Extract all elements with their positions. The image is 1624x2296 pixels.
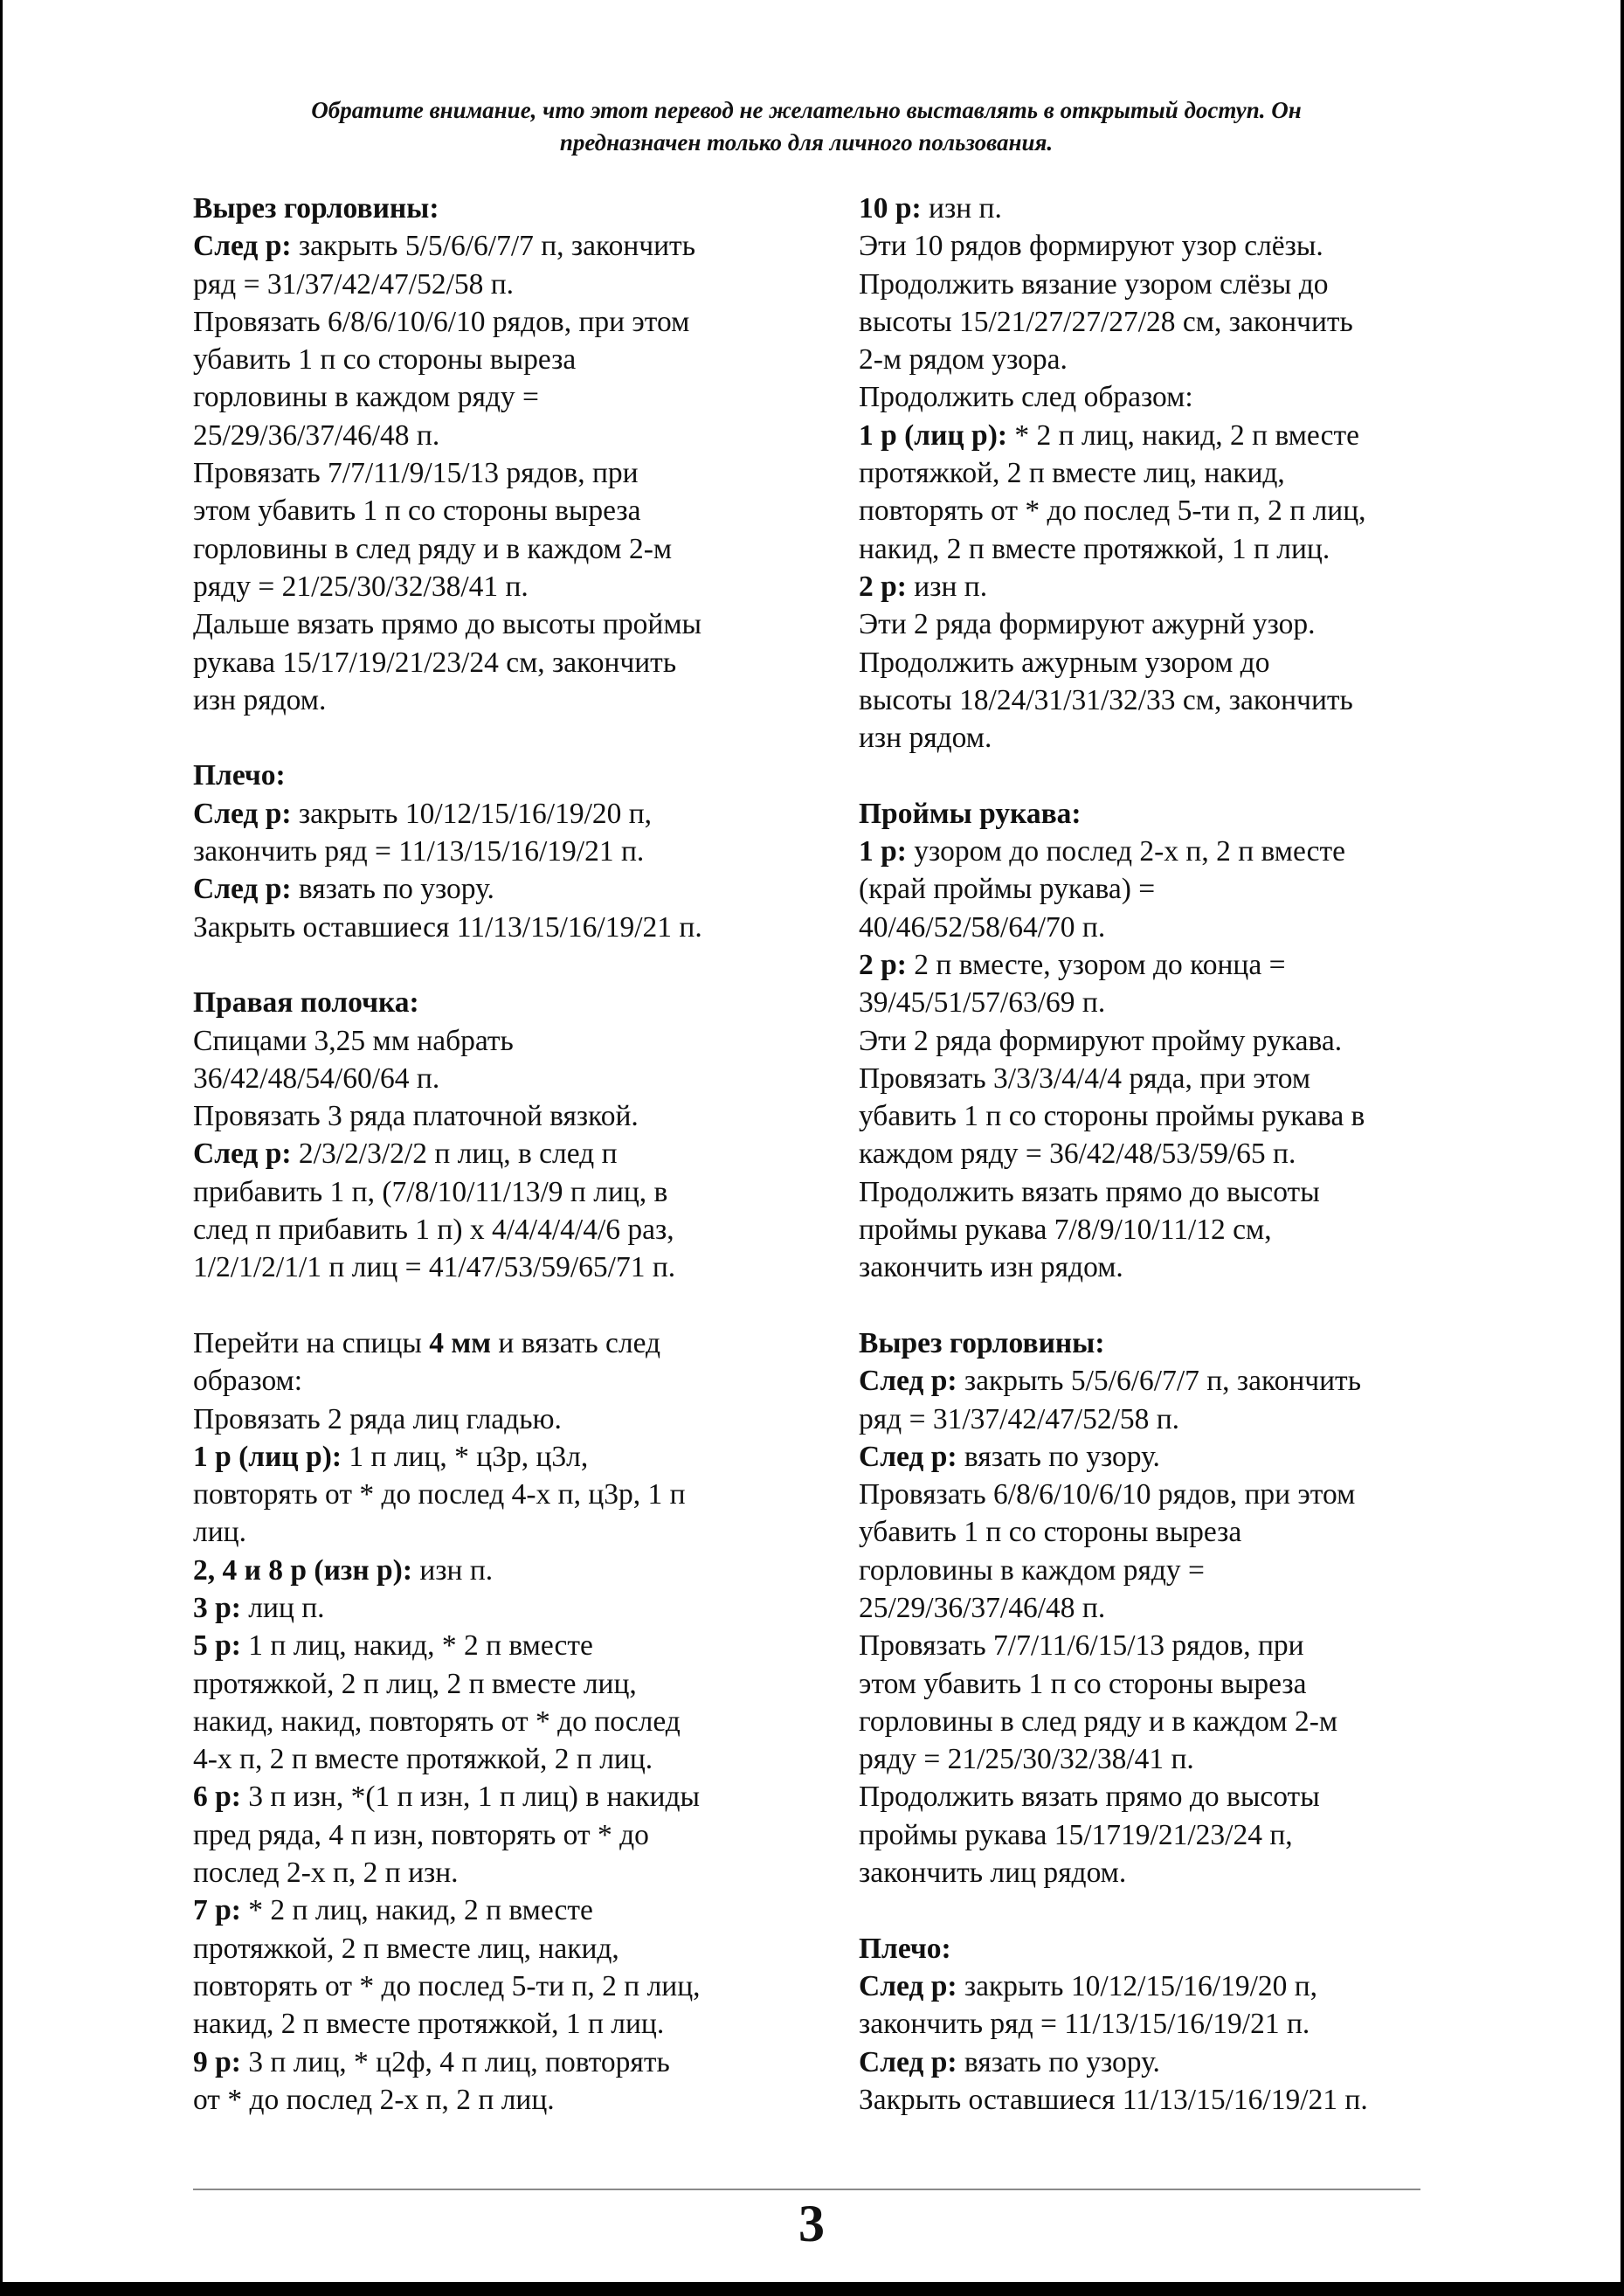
text-line: След р: 2/3/2/3/2/2 п лиц, в след п (193, 1138, 618, 1171)
spacer (859, 1287, 1470, 1324)
text-line: изн рядом. (859, 722, 992, 755)
text-line: Продолжить след образом: (859, 381, 1193, 414)
spacer (193, 946, 805, 984)
section-heading-neckline: Вырез горловины: (193, 192, 439, 225)
text-line: 2 р: изн п. (859, 570, 988, 603)
text-line: Провязать 6/8/6/10/6/10 рядов, при этом (859, 1478, 1356, 1511)
text-line: закончить ряд = 11/13/15/16/19/21 п. (193, 835, 645, 868)
text-line: этом убавить 1 п со стороны выреза (859, 1667, 1307, 1700)
text-line: 5 р: 1 п лиц, накид, * 2 п вместе (193, 1629, 593, 1663)
text-line: прибавить 1 п, (7/8/10/11/13/9 п лиц, в (193, 1175, 668, 1208)
section-heading-shoulder: Плечо: (859, 1932, 951, 1965)
section-heading-right-front: Правая полочка: (193, 986, 419, 1020)
text-line: протяжкой, 2 п вместе лиц, накид, (193, 1932, 619, 1965)
text-line: высоты 15/21/27/27/27/28 см, закончить (859, 305, 1353, 338)
text-line: убавить 1 п со стороны проймы рукава в (859, 1100, 1365, 1133)
text-line: Провязать 7/7/11/6/15/13 рядов, при (859, 1629, 1304, 1663)
text-line: лиц. (193, 1516, 246, 1549)
text-line: закончить ряд = 11/13/15/16/19/21 п. (859, 2008, 1310, 2041)
text-line: 6 р: 3 п изн, *(1 п изн, 1 п лиц) в накиды (193, 1781, 701, 1814)
text-line: 9 р: 3 п лиц, * ц2ф, 4 п лиц, повторять (193, 2045, 670, 2078)
text-line: Эти 2 ряда формируют пройму рукава. (859, 1024, 1343, 1057)
page-number: 3 (798, 2195, 825, 2252)
text-line: повторять от * до послед 5-ти п, 2 п лиц, (193, 1969, 701, 2002)
text-line: накид, 2 п вместе протяжкой, 1 п лиц. (859, 532, 1330, 565)
text-line: след п прибавить 1 п) х 4/4/4/4/4/6 раз, (193, 1214, 674, 1247)
section-heading-armholes: Проймы рукава: (859, 797, 1082, 830)
text-line: Продолжить вязание узором слёзы до (859, 267, 1329, 301)
text-line: След р: закрыть 10/12/15/16/19/20 п, (859, 1969, 1318, 2002)
text-line: 1 р (лиц р): 1 п лиц, * ц3р, ц3л, (193, 1440, 589, 1473)
text-line: послед 2-х п, 2 п изн. (193, 1857, 459, 1890)
text-line: убавить 1 п со стороны выреза (193, 343, 577, 377)
text-line: След р: вязать по узору. (859, 1440, 1160, 1473)
text-line: рукава 15/17/19/21/23/24 см, закончить (193, 646, 677, 679)
text-line: 10 р: изн п. (859, 192, 1002, 225)
text-line: Продолжить вязать прямо до высоты (859, 1175, 1320, 1208)
text-line: 39/45/51/57/63/69 п. (859, 986, 1106, 1020)
text-line: 2, 4 и 8 р (изн р): изн п. (193, 1553, 494, 1587)
text-line: горловины в след ряду и в каждом 2-м (193, 532, 673, 565)
text-line: от * до послед 2-х п, 2 п лиц. (193, 2083, 555, 2116)
text-line: Эти 10 рядов формируют узор слёзы. (859, 230, 1323, 263)
spacer (193, 1287, 805, 1324)
text-line: накид, 2 п вместе протяжкой, 1 п лиц. (193, 2008, 665, 2041)
text-line: 2 р: 2 п вместе, узором до конца = (859, 948, 1286, 981)
privacy-notice (195, 94, 1418, 159)
text-line: Провязать 2 ряда лиц гладью. (193, 1402, 562, 1435)
text-line: 25/29/36/37/46/48 п. (193, 418, 440, 452)
section-heading-neckline: Вырез горловины: (859, 1326, 1105, 1359)
text-line: 1 р: узором до послед 2-х п, 2 п вместе (859, 835, 1346, 868)
text-line: Провязать 7/7/11/9/15/13 рядов, при (193, 457, 639, 490)
notice-line: Обратите внимание, что этот перевод не желательно выставлять в открытый доступ. Он (311, 97, 1302, 123)
text-line: Продолжить вязать прямо до высоты (859, 1781, 1320, 1814)
text-line: След р: вязать по узору. (193, 873, 494, 906)
text-line: этом убавить 1 п со стороны выреза (193, 494, 641, 528)
text-line: 40/46/52/58/64/70 п. (859, 910, 1106, 944)
text-line: убавить 1 п со стороны выреза (859, 1516, 1242, 1549)
text-line: Провязать 3/3/3/4/4/4 ряда, при этом (859, 1062, 1311, 1095)
text-line: повторять от * до послед 5-ти п, 2 п лиц, (859, 494, 1366, 528)
spacer (193, 719, 805, 757)
text-line: Спицами 3,25 мм набрать (193, 1024, 514, 1057)
text-line: След р: вязать по узору. (859, 2045, 1160, 2078)
text-line: Перейти на спицы 4 мм и вязать след (193, 1326, 661, 1359)
text-line: повторять от * до послед 4-х п, ц3р, 1 п (193, 1478, 686, 1511)
text-line: проймы рукава 7/8/9/10/11/12 см, (859, 1214, 1272, 1247)
text-line: каждом ряду = 36/42/48/53/59/65 п. (859, 1138, 1296, 1171)
text-line: 25/29/36/37/46/48 п. (859, 1591, 1106, 1624)
text-line: Продолжить ажурным узором до (859, 646, 1270, 679)
text-line: 4-х п, 2 п вместе протяжкой, 2 п лиц. (193, 1743, 653, 1776)
text-line: закончить изн рядом. (859, 1251, 1123, 1284)
text-line: образом: (193, 1365, 303, 1398)
notice-line: предназначен только для личного пользования. (559, 129, 1054, 156)
text-line: 36/42/48/54/60/64 п. (193, 1062, 440, 1095)
text-line: проймы рукава 15/1719/21/23/24 п, (859, 1818, 1293, 1851)
text-line: высоты 18/24/31/31/32/33 см, закончить (859, 683, 1353, 716)
text-line: изн рядом. (193, 683, 327, 716)
text-line: протяжкой, 2 п вместе лиц, накид, (859, 457, 1285, 490)
text-line: 7 р: * 2 п лиц, накид, 2 п вместе (193, 1894, 593, 1927)
text-line: пред ряда, 4 п изн, повторять от * до (193, 1818, 649, 1851)
text-line: 1 р (лиц р): * 2 п лиц, накид, 2 п вместе (859, 418, 1360, 452)
text-line: закончить лиц рядом. (859, 1857, 1127, 1890)
text-line: ряд = 31/37/42/47/52/58 п. (193, 267, 515, 301)
text-line: След р: закрыть 5/5/6/6/7/7 п, закончить (859, 1365, 1361, 1398)
footer-divider (193, 2189, 1420, 2190)
text-line: (край проймы рукава) = (859, 873, 1156, 906)
text-line: След р: закрыть 10/12/15/16/19/20 п, (193, 797, 653, 830)
left-column (193, 190, 805, 2119)
right-column (859, 190, 1470, 2119)
text-line: накид, накид, повторять от * до послед (193, 1705, 681, 1738)
text-line: Провязать 3 ряда платочной вязкой. (193, 1100, 639, 1133)
section-heading-shoulder: Плечо: (193, 759, 286, 792)
text-line: 2-м рядом узора. (859, 343, 1068, 377)
text-line: протяжкой, 2 п лиц, 2 п вместе лиц, (193, 1667, 637, 1700)
text-line: Закрыть оставшиеся 11/13/15/16/19/21 п. (193, 910, 702, 944)
spacer (859, 757, 1470, 794)
text-line: горловины в каждом ряду = (193, 381, 539, 414)
text-line: 1/2/1/2/1/1 п лиц = 41/47/53/59/65/71 п. (193, 1251, 676, 1284)
text-line: ряд = 31/37/42/47/52/58 п. (859, 1402, 1180, 1435)
text-line: След р: закрыть 5/5/6/6/7/7 п, закончить (193, 230, 695, 263)
text-line: горловины в каждом ряду = (859, 1553, 1205, 1587)
document-page (3, 0, 1621, 2282)
text-line: Закрыть оставшиеся 11/13/15/16/19/21 п. (859, 2083, 1368, 2116)
text-line: ряду = 21/25/30/32/38/41 п. (193, 570, 529, 603)
text-line: 3 р: лиц п. (193, 1591, 325, 1624)
text-line: Провязать 6/8/6/10/6/10 рядов, при этом (193, 305, 690, 338)
text-line: ряду = 21/25/30/32/38/41 п. (859, 1743, 1194, 1776)
text-line: Эти 2 ряда формируют ажурнй узор. (859, 608, 1316, 641)
text-line: горловины в след ряду и в каждом 2-м (859, 1705, 1338, 1738)
text-line: Дальше вязать прямо до высоты проймы (193, 608, 702, 641)
spacer (859, 1891, 1470, 1929)
